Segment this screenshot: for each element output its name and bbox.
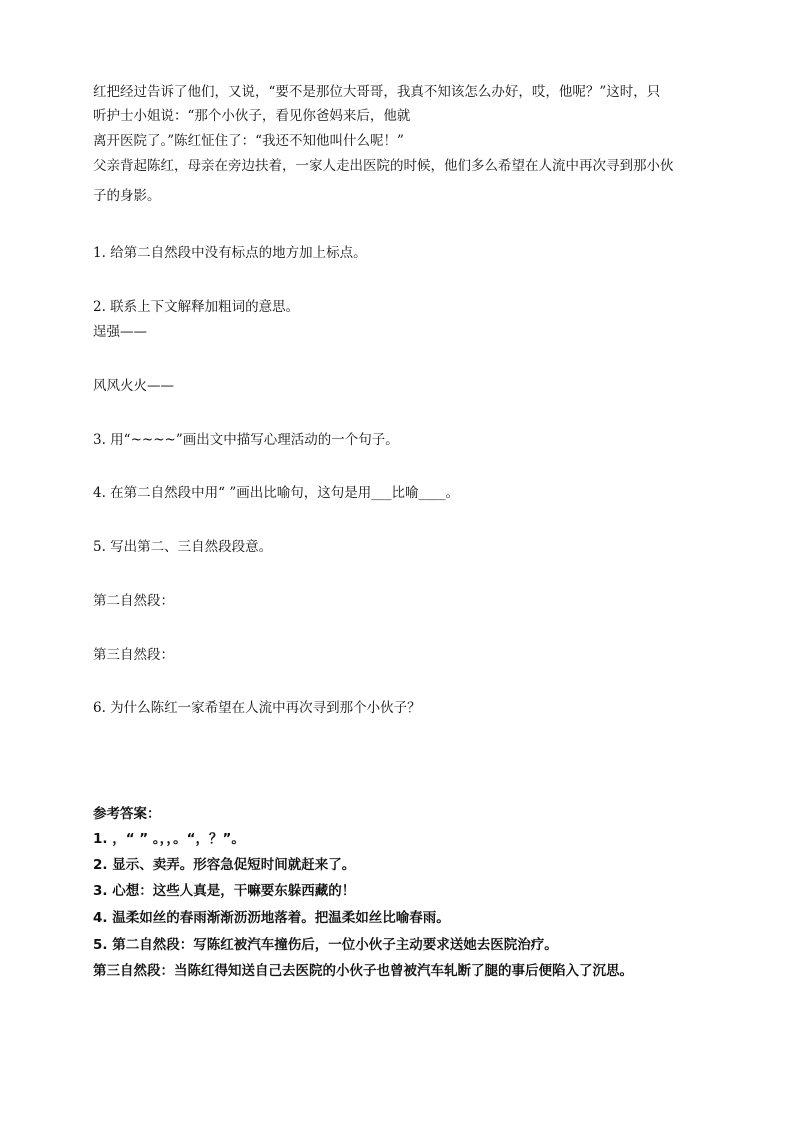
passage-line: 离开医院了。”陈红怔住了：“我还不知他叫什么呢！” — [93, 133, 404, 149]
answers-heading: 参考答案： — [93, 806, 161, 822]
question-5-item: 第三自然段： — [93, 647, 174, 663]
answer-line: 4. 温柔如丝的春雨渐渐沥沥地落着。把温柔如丝比喻春雨。 — [93, 910, 450, 926]
passage-line: 红把经过告诉了他们，又说，“要不是那位大哥哥，我真不知该怎么办好，哎，他呢？”这时，只 — [93, 84, 661, 100]
answer-line: 5. 第二自然段：写陈红被汽车撞伤后，一位小伙子主动要求送她去医院治疗。 — [93, 937, 558, 953]
answer-line: 3. 心想：这些人真是，干嘛要东躲西藏的！ — [93, 883, 356, 899]
passage-line: 父亲背起陈红，母亲在旁边扶着，一家人走出医院的时候，他们多么希望在人流中再次寻到那小伙 — [93, 158, 674, 174]
question-5-item: 第二自然段： — [93, 593, 174, 609]
question-2: 2. 联系上下文解释加粗词的意思。 — [93, 299, 300, 315]
passage-line: 听护士小姐说：“那个小伙子，看见你爸妈来后，他就 — [93, 108, 411, 124]
answer-line: 1. ，“ ” 。，，。“，？”。 — [93, 831, 245, 847]
question-3: 3. 用“~~~~”画出文中描写心理活动的一个句子。 — [93, 432, 399, 448]
question-1: 1. 给第二自然段中没有标点的地方加上标点。 — [93, 245, 367, 261]
question-5: 5. 写出第二、三自然段段意。 — [93, 539, 273, 555]
passage-line: 子的身影。 — [93, 188, 161, 204]
answer-line: 第三自然段：当陈红得知送自己去医院的小伙子也曾被汽车轧断了腿的事后便陷入了沉思。 — [93, 963, 633, 979]
answer-line: 2. 显示、卖弄。形容急促短时间就赶来了。 — [93, 857, 356, 873]
question-4: 4. 在第二自然段中用“ ”画出比喻句，这句是用___比喻____。 — [93, 485, 460, 501]
question-2-item: 风风火火—— — [93, 378, 174, 394]
question-2-item: 逞强—— — [93, 324, 147, 340]
question-6: 6. 为什么陈红一家希望在人流中再次寻到那个小伙子？ — [93, 700, 421, 716]
